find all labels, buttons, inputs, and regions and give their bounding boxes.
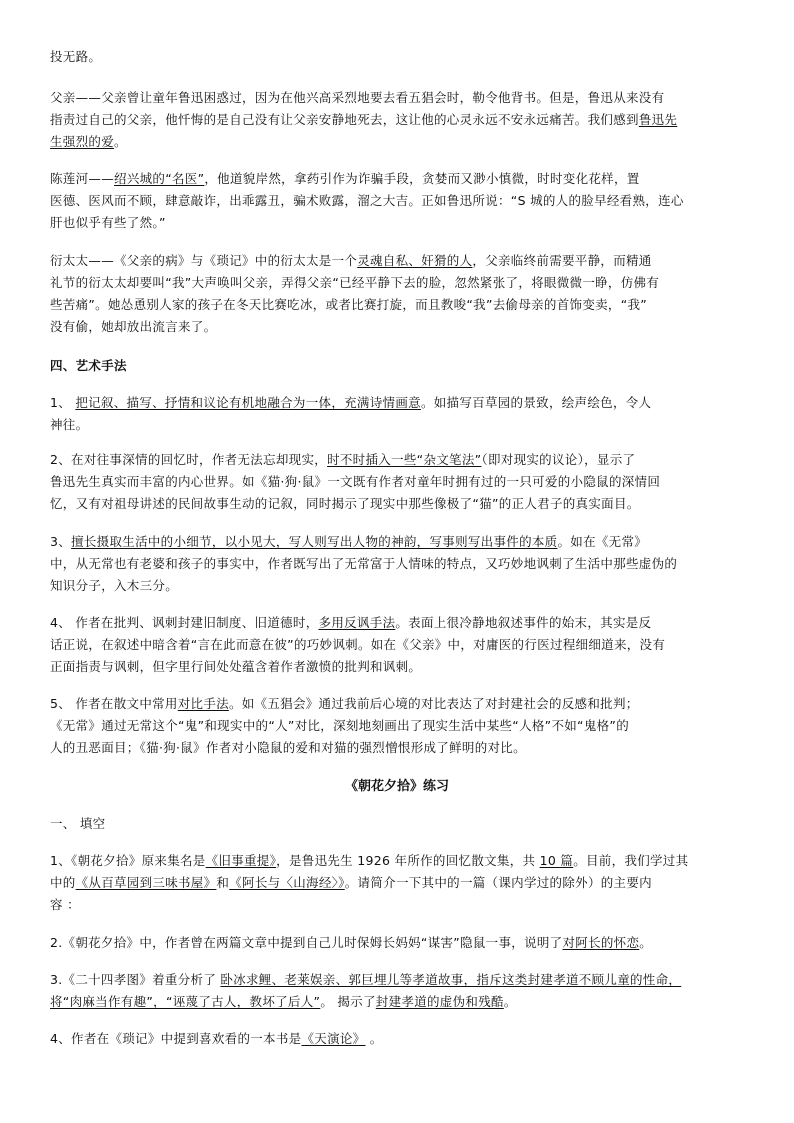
underlined-text: 把记叙、描写、抒情和议论有机地融合为一体，充满诗情画意 — [75, 395, 421, 410]
question-1-line1 — [50, 852, 750, 870]
art-5-line1 — [50, 695, 750, 713]
art-5-line3: 人的丑恶面目；《猫·狗·鼠》作者对小隐鼠的爱和对猫的强烈憎恨形成了鲜明的对比。 — [50, 740, 526, 755]
paragraph-yan-line4: 没有偷，她却放出流言来了。 — [50, 319, 217, 334]
answer-text: 《天演论》 — [301, 1031, 366, 1046]
underlined-text: 灵魂自私、奸猾的人 — [357, 253, 473, 268]
practice-title: 《朝花夕拾》练习 — [344, 779, 449, 794]
answer-text: 《旧事重提》 — [205, 853, 277, 868]
paragraph-yan-line3: 些苦痛”。她怂恿别人家的孩子在冬天比赛吃冰，或者比赛打旋，而且教唆“我”去偷母亲的首饰变卖，“我” — [50, 297, 648, 312]
text: 。请简介一下其中的一篇（课内学过的除外）的主要内 — [344, 875, 652, 890]
underlined-text: 绍兴城的“名医” — [114, 171, 205, 186]
question-1-line3: 容 ： — [50, 897, 80, 912]
text: 指责过自己的父亲，他忏悔的是自己没有让父亲安静地死去，这让他的心灵永远不安永远痛苦。我们感到 — [50, 112, 639, 127]
paragraph-chen-line2: 医德、医风而不顾，肆意敲诈，出乖露丑，骗术败露，溜之大吉。正如鲁迅所说：“S 城的人的脸早经看熟，连心 — [50, 193, 684, 208]
section-heading-art: 四、艺术手法 — [50, 358, 127, 373]
text: 4、作者在《琐记》中提到喜欢看的一本书是 — [50, 1031, 302, 1046]
text: 3.《二十四孝图》着重分析了 — [50, 972, 221, 987]
text: 2.《朝花夕拾》中，作者曾在两篇文章中提到自己儿时保姆长妈妈“谋害”隐鼠一事，说明了 — [50, 935, 563, 950]
art-2-line2: 鲁迅先生真实而丰富的内心世界。如《猫·狗·鼠》一文既有作者对童年时拥有过的一只可爱的小隐鼠的深情回 — [50, 474, 661, 489]
text: 1、 — [50, 395, 76, 410]
text: 2、在对往事深情的回忆时，作者无法忘却现实， — [50, 452, 328, 467]
art-2-line1 — [50, 451, 750, 469]
art-5-line2: 《无常》通过无常这个“鬼”和现实中的“人”对比，深刻地刻画出了现实生活中某些“人格”不如“鬼格”的 — [50, 718, 630, 733]
text: 。如描写百草园的景致，绘声绘色，令人 — [420, 395, 652, 410]
underlined-text: 对比手法 — [177, 696, 229, 711]
art-3-line1 — [50, 533, 750, 551]
text: 。 — [503, 994, 517, 1009]
art-1-line2: 神往。 — [50, 417, 89, 432]
text: 。 — [365, 1031, 383, 1046]
underlined-text: 多用反讽手法 — [318, 615, 396, 630]
answer-text: 10 篇 — [539, 853, 574, 868]
paragraph-yan-line1 — [50, 252, 750, 270]
text: 5、 作者在散文中常用 — [50, 696, 178, 711]
question-3-line1 — [50, 971, 750, 989]
text: ，父亲临终前需要平静，而精通 — [472, 253, 652, 268]
question-4-line1 — [50, 1030, 750, 1048]
art-4-line3: 正面指责与讽刺，但字里行间处处蕴含着作者激愤的批判和讽刺。 — [50, 659, 422, 674]
text: 3、 — [50, 534, 72, 549]
answer-text: 对阿长的怀恋 — [562, 935, 640, 950]
art-3-line3: 知识分子，入木三分。 — [50, 578, 179, 593]
text: 陈莲河—— — [50, 171, 115, 186]
paragraph-father-line2 — [50, 111, 750, 129]
text: 。表面上很冷静地叙述事件的始末，其实是反 — [395, 615, 652, 630]
text: 。 揭示了 — [320, 994, 376, 1009]
answer-text: 《从百草园到三味书屋》 — [75, 875, 217, 890]
underlined-text: 擅长摄取生活中的小细节，以小见大，写人则写出人物的神韵，写事则写出事件的本质 — [71, 534, 558, 549]
text: 中的 — [50, 875, 76, 890]
answer-text: 《阿长与〈山海经〉》 — [229, 875, 345, 890]
text: 。 — [114, 134, 127, 149]
art-2-line3: 忆，又有对祖母讲述的民间故事生动的记叙，同时揭示了现实中那些像极了“猫”的正人君子的真实面目。 — [50, 496, 640, 511]
paragraph-father-line1: 父亲——父亲曾让童年鲁迅困惑过，因为在他兴高采烈地要去看五猖会时，勒令他背书。但是，鲁迅从来没有 — [50, 90, 665, 105]
text: 4、 作者在批判、讽刺封建旧制度、旧道德时， — [50, 615, 319, 630]
answer-text: 将“肉麻当作有趣”，“诬蔑了古人，教坏了后人” — [50, 994, 321, 1009]
text: （即对现实的议论），显示了 — [481, 452, 636, 467]
art-3-line2: 中，从无常也有老婆和孩子的事实中，作者既写出了无常富于人情味的特点，又巧妙地讽刺了生活中那些虚伪的 — [50, 556, 678, 571]
underlined-text: 生强烈的爱 — [50, 134, 115, 149]
text: 衍太太——《父亲的病》与《琐记》中的衍太太是一个 — [50, 253, 358, 268]
text: ，是鲁迅先生 1926 年所作的回忆散文集，共 — [276, 853, 540, 868]
paragraph-line: 投无路。 — [50, 49, 102, 64]
paragraph-chen-line1 — [50, 170, 750, 188]
question-1-line2 — [50, 874, 750, 892]
text: 。如在《无常》 — [557, 534, 648, 549]
text: 。目前，我们学过其 — [573, 853, 689, 868]
underlined-text: 鲁迅先 — [638, 112, 678, 127]
paragraph-chen-line3: 肝也似乎有些了然。” — [50, 215, 166, 230]
text: 。如《五猖会》通过我前后心境的对比表达了对封建社会的反感和批判； — [228, 696, 639, 711]
text: 1、《朝花夕拾》原来集名是 — [50, 853, 206, 868]
question-2-line1 — [50, 934, 750, 952]
text: ，他道貌岸然，拿药引作为诈骗手段，贪婪而又渺小慎微，时时变化花样，置 — [204, 171, 640, 186]
text: 。 — [639, 935, 653, 950]
art-1-line1 — [50, 394, 750, 412]
fill-heading: 一、 填空 — [50, 816, 106, 831]
paragraph-father-line3 — [50, 133, 750, 151]
art-4-line2: 话正说，在叙述中暗含着“言在此而意在彼”的巧妙讽刺。如在《父亲》中，对庸医的行医过程细细道来，没有 — [50, 637, 666, 652]
answer-text: 卧冰求鲤、老莱娱亲、郭巨埋儿等孝道故事，指斥这类封建孝道不顾儿童的性命， — [220, 972, 682, 987]
answer-text: 封建孝道的虚伪和残酷 — [375, 994, 504, 1009]
underlined-text: 时不时插入一些“杂文笔法” — [327, 452, 482, 467]
question-3-line2 — [50, 993, 750, 1011]
paragraph-yan-line2: 礼节的衍太太却要叫“我”大声唤叫父亲，弄得父亲“已经平静下去的脸，忽然紧张了，将眼微微一睁，仿佛有 — [50, 275, 660, 290]
text: 和 — [216, 875, 230, 890]
art-4-line1 — [50, 614, 750, 632]
